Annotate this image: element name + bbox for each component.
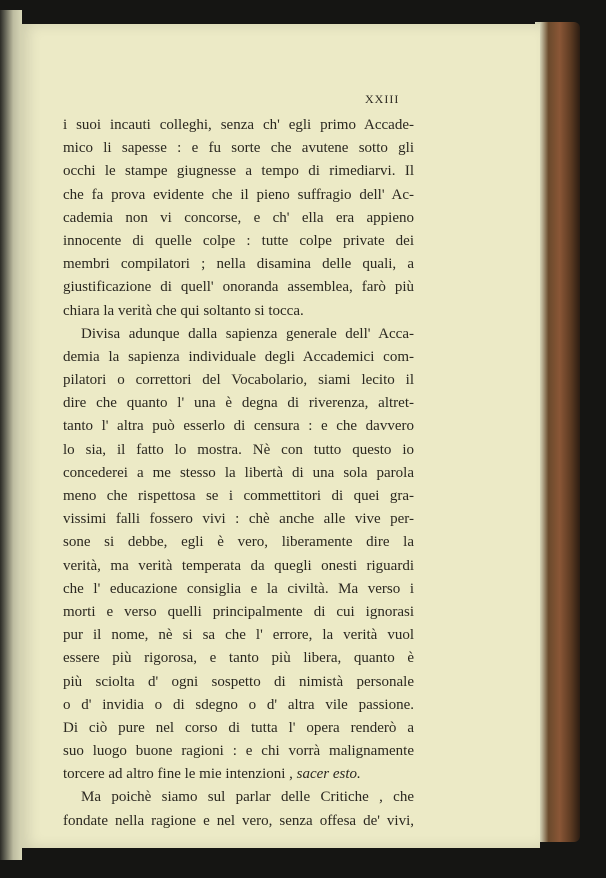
text-line <box>63 601 414 624</box>
text-line-content: che l' educazione consiglia e la civiltà. Ma verso i <box>63 580 414 597</box>
text-line-content: che fa prova evidente che il pieno suffragio dell' Ac- <box>63 186 414 203</box>
text-line <box>63 114 414 137</box>
text-line <box>63 184 414 207</box>
text-line <box>63 786 414 809</box>
text-line <box>63 137 414 160</box>
text-line <box>63 485 414 508</box>
text-line-content: suo luogo buone ragioni : e chi vorrà malignamente <box>63 743 414 760</box>
page-number: XXIII <box>365 92 400 106</box>
text-line <box>63 207 414 230</box>
text-line <box>63 624 414 647</box>
text-line-content: dire che quanto l' una è degna di riverenza, altret- <box>63 395 414 412</box>
text-line <box>63 555 414 578</box>
text-line-content: chiara la verità che qui soltanto si tocca. <box>63 302 304 319</box>
text-line <box>63 369 414 392</box>
text-line-content: demia la sapienza individuale degli Accademici com- <box>63 348 414 365</box>
text-line-content: pur il nome, nè si sa che l' errore, la verità vuol <box>63 627 414 644</box>
text-line <box>63 578 414 601</box>
text-line-content: Ma poichè siamo sul parlar delle Critiche , che <box>81 789 414 806</box>
text-line-content: occhi le stampe giugnesse a tempo di rimediarvi. Il <box>63 163 414 180</box>
text-line-content: sone si debbe, egli è vero, liberamente dire la <box>63 534 414 551</box>
text-line-content: Di ciò pure nel corso di tutta l' opera renderò a <box>63 719 414 736</box>
text-line <box>63 717 414 740</box>
text-line-content: morti e verso quelli principalmente di cui ignorasi <box>63 603 414 620</box>
text-line <box>63 740 414 763</box>
text-line <box>63 160 414 183</box>
text-line <box>63 415 414 438</box>
italic-phrase: sacer esto. <box>296 766 361 783</box>
text-line <box>63 300 414 323</box>
text-line-content: verità, ma verità temperata da quegli onesti riguardi <box>63 557 414 574</box>
book-spine-edge <box>0 10 22 860</box>
text-line-content: Divisa adunque dalla sapienza generale dell' Acca- <box>81 325 414 342</box>
text-line <box>63 671 414 694</box>
text-line <box>63 346 414 369</box>
text-line-content: pilatori o correttori del Vocabolario, siami lecito il <box>63 372 414 389</box>
text-line <box>63 763 414 786</box>
text-line <box>63 230 414 253</box>
text-line <box>63 323 414 346</box>
text-line <box>63 253 414 276</box>
text-line-content: i suoi incauti colleghi, senza ch' egli primo Accade- <box>63 117 414 133</box>
text-line-content: tanto l' altra può esserlo di censura : e che davvero <box>63 418 414 435</box>
text-line <box>63 694 414 717</box>
text-line-content: giustificazione di quell' onoranda assemblea, farò più <box>63 279 414 296</box>
text-line-content: meno che rispettosa se i commettitori di quei gra- <box>63 488 414 504</box>
text-line-content: innocente di quelle colpe : tutte colpe private dei <box>63 232 414 249</box>
text-line <box>63 508 414 531</box>
text-line <box>63 810 414 833</box>
text-line <box>63 276 414 299</box>
text-line <box>63 647 414 670</box>
text-line-content: cademia non vi concorse, e ch' ella era appieno <box>63 209 414 226</box>
text-line-content: lo sia, il fatto lo mostra. Nè con tutto questo io <box>63 441 414 458</box>
body-text <box>63 114 414 833</box>
text-line <box>63 439 414 462</box>
text-line-content: vissimi falli fossero vivi : chè anche alle vive per- <box>63 511 414 528</box>
text-line <box>63 462 414 485</box>
text-line <box>63 392 414 415</box>
text-line-content: fondate nella ragione e nel vero, senza offesa de' vivi, <box>63 812 414 829</box>
text-line <box>63 531 414 554</box>
text-line-content: torcere ad altro fine le mie intenzioni , <box>63 766 293 783</box>
text-line-content: più sciolta d' ogni sospetto di nimistà personale <box>63 673 414 690</box>
text-line-content: essere più rigorosa, e tanto più libera, quanto è <box>63 650 414 667</box>
text-line-content: o d' invidia o di sdegno o d' altra vile passione. <box>63 696 414 713</box>
book-fore-edge <box>535 22 580 842</box>
text-line-content: membri compilatori ; nella disamina delle quali, a <box>63 256 414 273</box>
text-line-content: mico li sapesse : e fu sorte che avutene sotto gli <box>63 140 414 157</box>
text-line-content: concederei a me stesso la libertà di una sola parola <box>63 464 414 481</box>
